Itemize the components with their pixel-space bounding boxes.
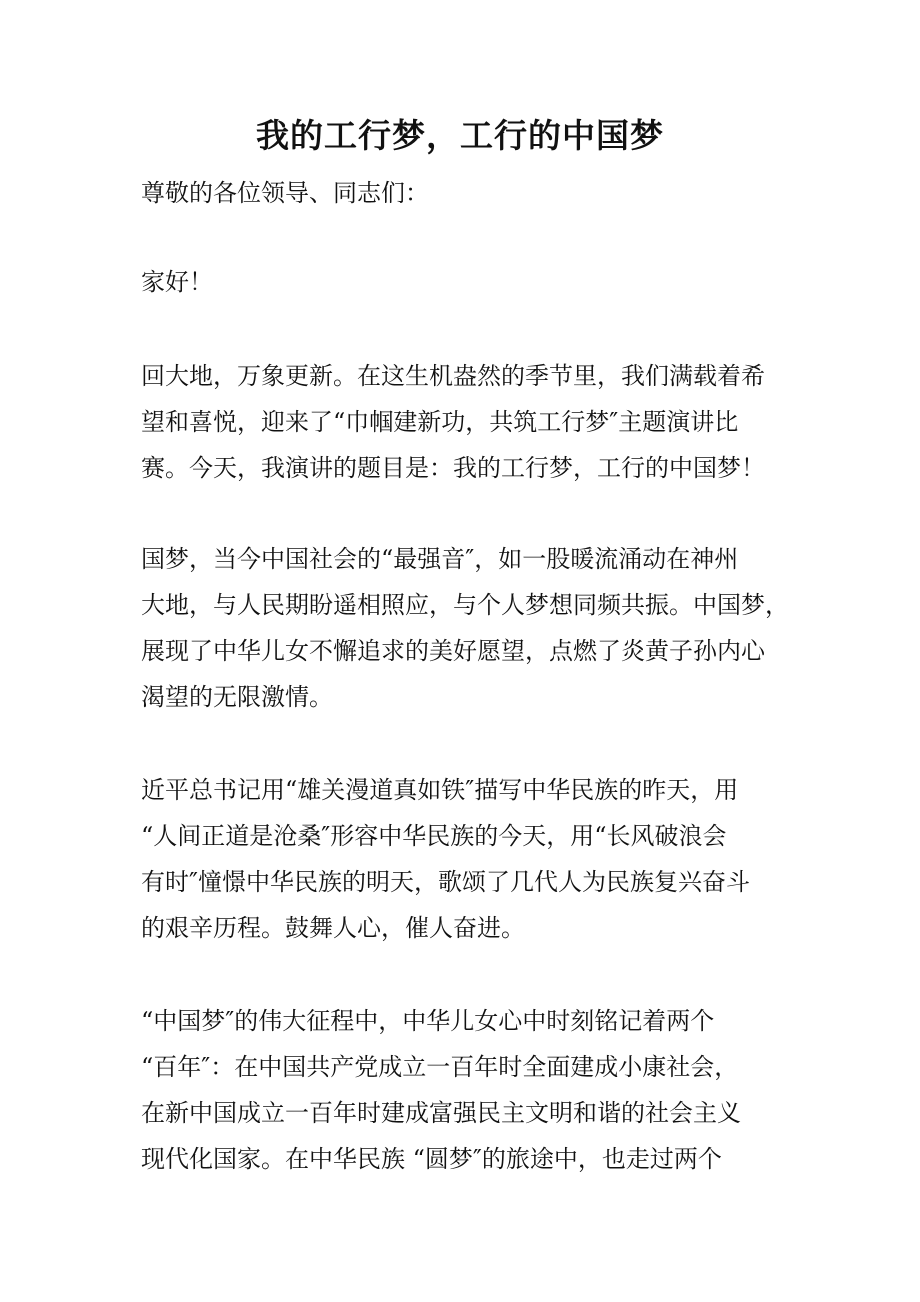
text-line: 家好！ <box>141 268 213 296</box>
paragraph-greeting <box>141 259 791 305</box>
text-line: 的艰辛历程。鼓舞人心，催人奋进。 <box>141 914 525 942</box>
text-line: “人间正道是沧桑″形容中华民族的今天，用“长风破浪会 <box>141 822 727 850</box>
text-line: 国梦，当今中国社会的“最强音″，如一股暖流涌动在神州 <box>141 545 739 573</box>
text-line: 近平总书记用“雄关漫道真如铁″描写中华民族的昨天，用 <box>141 776 739 804</box>
text-line: 尊敬的各位领导、同志们： <box>141 179 429 207</box>
text-line: 望和喜悦，迎来了“巾帼建新功，共筑工行梦″主题演讲比 <box>141 408 739 436</box>
paragraph-two-centuries <box>141 998 791 1182</box>
text-line: 回大地，万象更新。在这生机盎然的季节里，我们满载着希 <box>141 362 765 390</box>
text-line: “中国梦″的伟大征程中，中华儿女心中时刻铭记着两个 <box>141 1007 715 1035</box>
text-line: 赛。今天，我演讲的题目是：我的工行梦，工行的中国梦！ <box>141 454 765 482</box>
paragraph-intro <box>141 353 791 491</box>
text-line: “百年″：在中国共产党成立一百年时全面建成小康社会， <box>141 1053 739 1081</box>
text-line: 有时″憧憬中华民族的明天，歌颂了几代人为民族复兴奋斗 <box>141 868 750 896</box>
paragraph-history <box>141 767 791 951</box>
text-line: 展现了中华儿女不懈追求的美好愿望，点燃了炎黄子孙内心 <box>141 637 765 665</box>
text-line: 在新中国成立一百年时建成富强民主文明和谐的社会主义 <box>141 1099 741 1127</box>
document-title: 我的工行梦，工行的中国梦 <box>256 116 664 155</box>
text-line: 现代化国家。在中华民族 “圆梦″的旅途中，也走过两个 <box>141 1145 722 1173</box>
paragraph-china-dream <box>141 536 791 720</box>
text-line: 大地，与人民期盼遥相照应，与个人梦想同频共振。中国梦， <box>141 591 789 619</box>
text-line: 渴望的无限激情。 <box>141 683 333 711</box>
paragraph-salutation <box>141 170 791 216</box>
